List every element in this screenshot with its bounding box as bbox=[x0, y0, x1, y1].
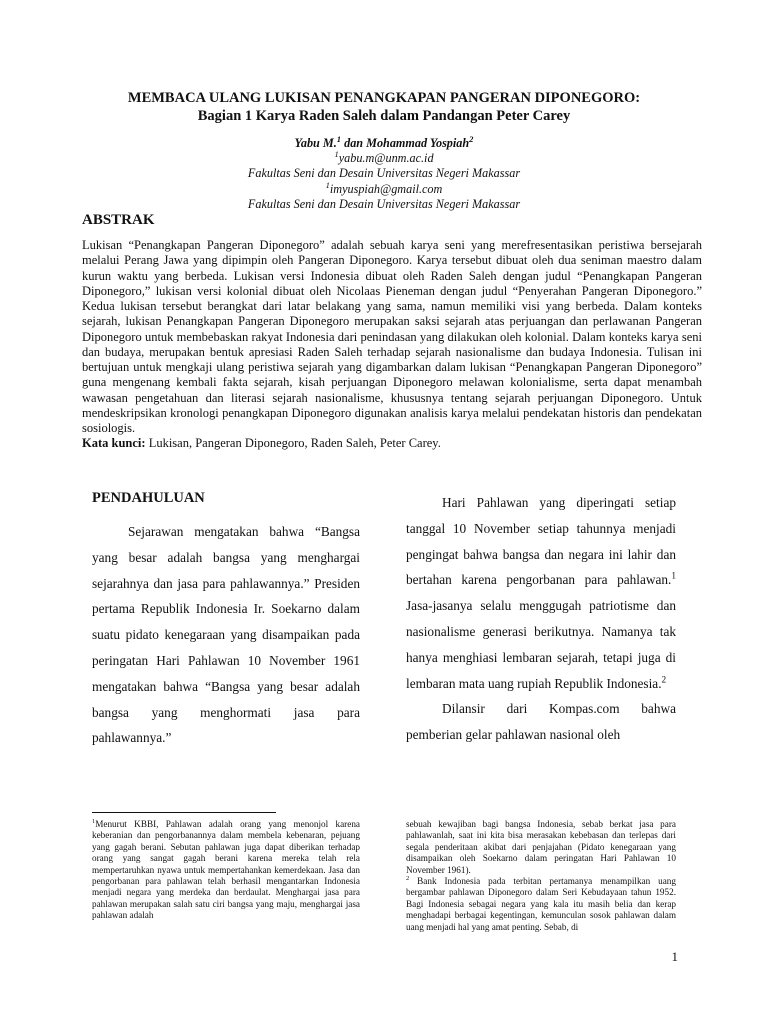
footnotes-right bbox=[406, 819, 676, 933]
right-paragraph-2: Dilansir dari Kompas.com bahwa pemberian gelar pahlawan nasional oleh bbox=[406, 701, 676, 743]
keywords-label: Kata kunci: bbox=[82, 436, 146, 451]
author-2-email: imyuspiah@gmail.com bbox=[329, 181, 443, 196]
author-2-marker: 2 bbox=[469, 133, 474, 144]
left-column bbox=[92, 490, 360, 751]
paper-title bbox=[60, 89, 708, 125]
right-paragraph-1-part-a: Hari Pahlawan yang diperingati setiap tanggal 10 November setiap tahunnya menjadi pengingat bahwa bangsa dan negara ini lahir dan bertahan karena pengorbanan para pahlawan. bbox=[406, 495, 676, 588]
author-names bbox=[60, 133, 708, 151]
keywords-text: Lukisan, Pangeran Diponegoro, Raden Saleh, Peter Carey. bbox=[145, 436, 441, 451]
section-heading-pendahuluan: PENDAHULUAN bbox=[92, 490, 205, 506]
email-1-marker: 1 bbox=[334, 149, 339, 160]
right-paragraph-1-part-b: Jasa-jasanya selalu menggugah patriotisme dan nasionalisme generasi berikutnya. Namanya tak hanya menghiasi lembaran sejarah, tetapi juga di lembaran mata uang rupiah Republik Indonesia. bbox=[406, 598, 676, 691]
footnote-2-text: Bank Indonesia pada terbitan pertamanya menampilkan uang bergambar pahlawan Diponegoro dalam Seri Kebudayaan tahun 1952. Bagi Indonesia sebagai negara yang kala itu masih belia dan kerap menghadapi berbagai kegentingan, kemunculan sosok pahlawan dalam uang menjadi hal yang amat penting. Sebab, di bbox=[406, 876, 676, 932]
title-line-2: Bagian 1 Karya Raden Saleh dalam Pandangan Peter Carey bbox=[197, 108, 571, 124]
right-paragraph-1 bbox=[406, 490, 676, 696]
footnote-1-continued: sebuah kewajiban bagi bangsa Indonesia, sebab berkat jasa para pahlawanlah, saat ini kita bisa merasakan kebebasan dan terlepas dari segala penderitaan akibat dari penjajahan (Pidato kenegaraan yang disampaikan oleh Soekarno dalam peringatan Hari Pahlawan 10 November 1961). bbox=[406, 819, 676, 875]
right-column bbox=[406, 490, 676, 748]
author-1-name: Yabu M. bbox=[294, 136, 337, 150]
author-1-affiliation: Fakultas Seni dan Desain Universitas Negeri Makassar bbox=[247, 166, 521, 181]
page-number: 1 bbox=[671, 949, 678, 964]
email-2-marker: 1 bbox=[325, 179, 330, 190]
footnote-1-text: Menurut KBBI, Pahlawan adalah orang yang menonjol karena keberanian dan pengorbanannya dalam membela kebenaran, pejuang yang gagah berani. Sebutan pahlawan juga dapat diberikan terhadap orang yang sangat gagah berani karena mereka telah rela mempertaruhkan nyawa untuk mempertahankan kemerdekaan. Jasa dan pengorbanan para pahlawan telah berhasil mengantarkan Indonesia menjadi negara yang merdeka dan berdaulat. Menghargai jasa para pahlawan merupakan salah satu ciri bangsa yang maju, menghargai jasa pahlawan adalah bbox=[92, 819, 360, 921]
footnote-ref-1: 1 bbox=[671, 571, 676, 582]
author-2-email-line bbox=[60, 179, 708, 197]
abstract-text: Lukisan “Penangkapan Pangeran Diponegoro” adalah sebuah karya seni yang merefresentasikan peristiwa bersejarah melalui Perang Jawa yang dipimpin oleh Pangeran Diponegoro. Karya tersebut dibuat oleh dua seniman maestro dalam kurun waktu yang berbeda. Lukisan versi Indonesia dibuat oleh Raden Saleh dengan judul “Penangkapan Pangeran Diponegoro,” lukisan versi kolonial dibuat oleh Nicolaas Pieneman dengan judul “Penyerahan Pangeran Diponegoro.” Kedua lukisan tersebut berangkat dari latar belakang yang sama, namun memiliki visi yang berbeda. Dalam konteks sejarah, lukisan Penangkapan Pangeran Diponegoro merupakan saksi sejarah atas perjuangan dan perlawanan Pangeran Diponegoro untuk membebaskan rakyat Indonesia dari penindasan yang dilakukan oleh kolonial. Dalam konteks karya seni dan budaya, merupakan bentuk apresiasi Raden Saleh terhadap sejarah nasionalisme dan budaya Indonesia. Tulisan ini bertujuan untuk mengkaji ulang peristiwa sejarah yang digambarkan dalam lukisan “Penangkapan Pangeran Diponegoro” guna mengenang kembali fakta sejarah, kisah perjuangan Diponegoro melawan kolonialisme, serta dapat menambah wawasan pengetahuan dan literasi sejarah nasionalisme, khususnya tentang sejarah perjuangan Diponegoro. Untuk mendeskripsikan kronologi penangkapan Diponegoro digunakan analisis karya melalui pendekatan historis dan pendekatan sosiologis. bbox=[82, 238, 702, 435]
title-line-1: MEMBACA ULANG LUKISAN PENANGKAPAN PANGERAN DIPONEGORO: bbox=[127, 90, 641, 106]
abstract-heading: ABSTRAK bbox=[82, 212, 155, 228]
footnote-2-number: 2 bbox=[406, 874, 410, 882]
author-1-marker: 1 bbox=[336, 133, 342, 144]
keywords-line bbox=[82, 436, 702, 451]
footnotes-left bbox=[92, 819, 360, 922]
author-2-affiliation: Fakultas Seni dan Desain Universitas Negeri Makassar bbox=[247, 196, 521, 211]
author-2-name: dan Mohammad Yospiah bbox=[341, 136, 470, 150]
author-block bbox=[60, 133, 708, 212]
abstract-body bbox=[82, 238, 702, 452]
author-1-email-line bbox=[60, 151, 708, 166]
footnote-1 bbox=[92, 819, 360, 922]
footnote-divider bbox=[92, 812, 276, 813]
footnote-2 bbox=[406, 876, 676, 933]
intro-paragraph: Sejarawan mengatakan bahwa “Bangsa yang besar adalah bangsa yang menghargai sejarahnya dan jasa para pahlawannya.” Presiden pertama Republik Indonesia Ir. Soekarno dalam suatu pidato kenegaraan yang disampaikan pada peringatan Hari Pahlawan 10 November 1961 mengatakan bahwa “Bangsa yang besar adalah bangsa yang menghormati jasa para pahlawannya.” bbox=[92, 524, 360, 746]
author-1-email: yabu.m@unm.ac.id bbox=[338, 151, 434, 166]
footnote-ref-2: 2 bbox=[661, 675, 667, 686]
footnote-1-number: 1 bbox=[92, 817, 96, 825]
